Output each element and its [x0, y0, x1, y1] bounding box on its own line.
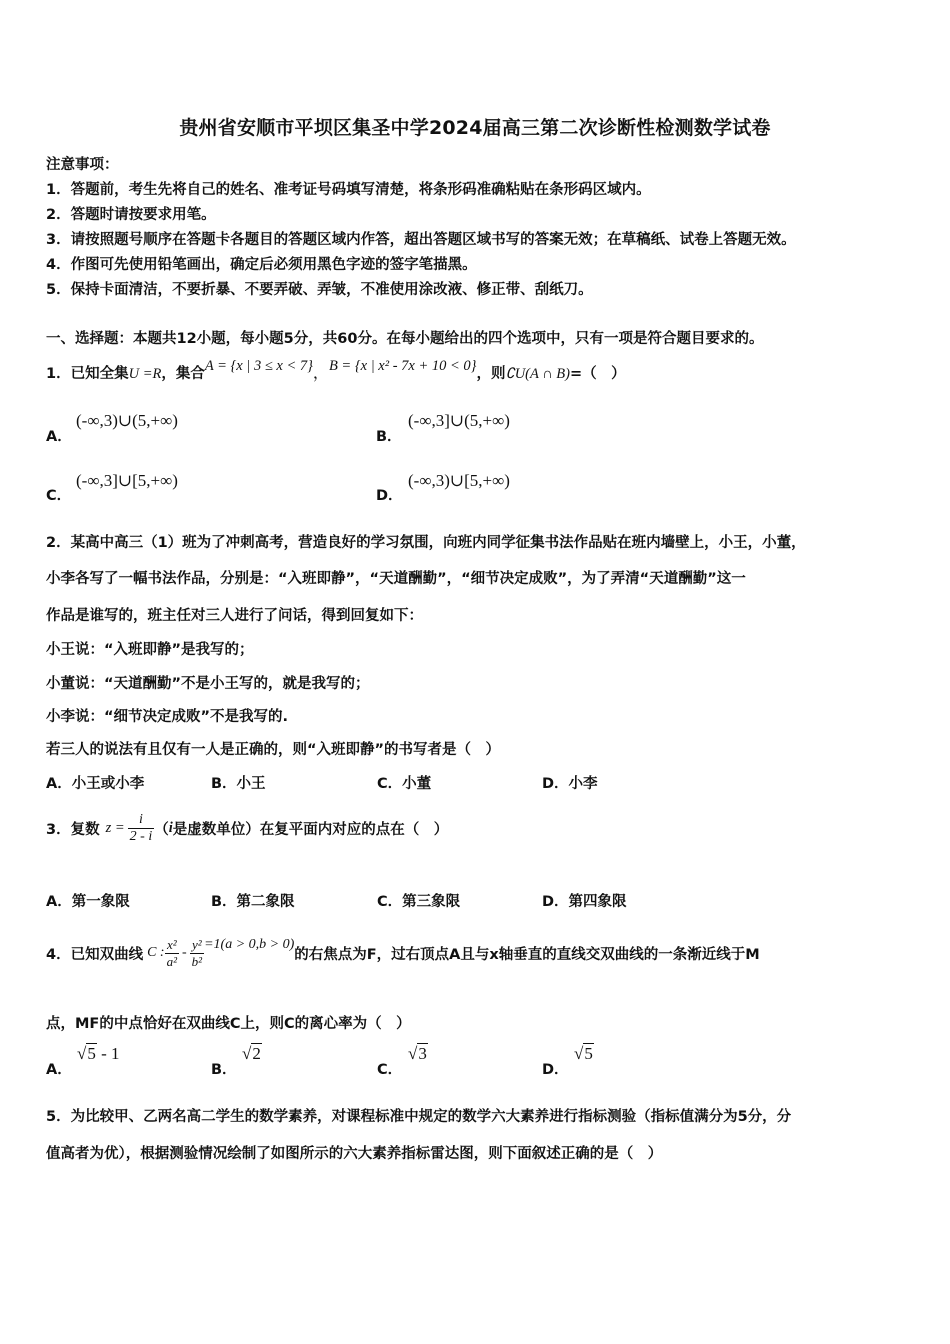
- q3-numerator: i: [138, 811, 143, 827]
- notice-item: 5．保持卡面清洁，不要折暴、不要弄破、弄皱，不准使用涂改液、修正带、刮纸刀。: [46, 282, 593, 298]
- q1-option-a-label: A．: [46, 429, 72, 445]
- q4-option-c: √3: [408, 1044, 427, 1063]
- q2-text: 小王说：“入班即静”是我写的；: [46, 642, 254, 658]
- section-heading: 一、选择题：本题共12小题，每小题5分，共60分。在每小题给出的四个选项中，只有一项是符合题目要求的。: [46, 331, 764, 347]
- notice-heading: 注意事项：: [46, 157, 119, 173]
- q4-option-d-label: D．: [542, 1062, 569, 1078]
- q3-denominator: 2 - i: [129, 828, 153, 844]
- q4-option-d: √5: [574, 1044, 593, 1063]
- q3-option-a: A．第一象限: [46, 894, 130, 910]
- q3-option-c: C．第三象限: [377, 894, 461, 910]
- q3-i: i: [168, 819, 173, 836]
- q2-option-d: D．小李: [542, 776, 598, 792]
- q3-option-d: D．第四象限: [542, 894, 627, 910]
- notice-item: 1．答题前，考生先将自己的姓名、准考证号码填写清楚，将条形码准确粘贴在条形码区域内。: [46, 182, 651, 198]
- q2-text: 若三人的说法有且仅有一人是正确的，则“入班即静”的书写者是（ ）: [46, 742, 501, 758]
- q3-option-b: B．第二象限: [211, 894, 295, 910]
- q1-comma: ，: [312, 365, 329, 382]
- q1-option-a: (-∞,3)∪(5,+∞): [76, 411, 178, 430]
- q4-option-a-label: A．: [46, 1062, 72, 1078]
- q2-option-a: A．小王或小李: [46, 776, 145, 792]
- q3-prefix: 3．复数: [46, 821, 100, 838]
- q1-option-b: (-∞,3]∪(5,+∞): [408, 411, 510, 430]
- q4-rest: 的右焦点为F，过右顶点A且与x轴垂直的直线交双曲线的一条渐近线于M: [294, 946, 760, 963]
- q2-text: 小李各写了一幅书法作品，分别是：“入班即静”，“天道酬勤”，“细节决定成败”，为了弄清“天道酬勤”这一: [46, 571, 746, 587]
- q4-option-c-label: C．: [377, 1062, 403, 1078]
- q2-text: 作品是谁写的，班主任对三人进行了问话，得到回复如下：: [46, 608, 423, 624]
- q1-set-b: B = {x | x² - 7x + 10 < 0}: [328, 358, 477, 374]
- q1-prefix: 1．已知全集: [46, 366, 129, 382]
- q4-text: 点，MF的中点恰好在双曲线C上，则C的离心率为（ ）: [46, 1016, 411, 1032]
- q2-text: 2．某高中高三（1）班为了冲刺高考，营造良好的学习氛围，向班内同学征集书法作品贴在班内墙壁上，小王，小董，: [46, 535, 806, 551]
- q4-b2: b²: [191, 953, 203, 969]
- question-3: [46, 803, 448, 853]
- q4-option-b: √2: [242, 1044, 261, 1063]
- q4-frac-x: [165, 937, 179, 970]
- q3-z: z =: [105, 819, 125, 836]
- q1-set-a: A = {x | 3 ≤ x < 7}: [204, 358, 313, 374]
- q3-tail-b: 是虚数单位）在复平面内对应的点在（ ）: [172, 821, 449, 838]
- q2-text: 小董说：“天道酬勤”不是小王写的，就是我写的；: [46, 676, 370, 692]
- q3-tail-a: （: [154, 821, 169, 838]
- q4-x2: x²: [166, 936, 177, 952]
- q4-option-d-radicand: 5: [584, 1044, 593, 1063]
- question-1: [46, 360, 626, 383]
- q4-minus: -: [182, 945, 187, 960]
- q4-option-a: √5 - 1: [77, 1044, 120, 1063]
- q1-expr: ∁U(A ∩ B): [505, 366, 570, 382]
- question-4: [46, 925, 760, 981]
- q4-a2: a²: [166, 953, 177, 969]
- q1-universe: U =R: [128, 366, 162, 382]
- q4-option-c-radicand: 3: [418, 1044, 427, 1063]
- q1-option-d: (-∞,3)∪[5,+∞): [408, 471, 510, 490]
- q1-then: ，则: [476, 366, 506, 382]
- q4-option-b-label: B．: [211, 1062, 237, 1078]
- q1-option-d-label: D．: [376, 488, 403, 504]
- q4-condition: =1(a > 0,b > 0): [204, 937, 295, 952]
- q1-option-c-label: C．: [46, 488, 72, 504]
- q2-option-c: C．小董: [377, 776, 432, 792]
- q4-option-a-after: - 1: [96, 1044, 120, 1063]
- page-title: 贵州省安顺市平坝区集圣中学2024届高三第二次诊断性检测数学试卷: [179, 117, 771, 139]
- q4-prefix: 4．已知双曲线: [46, 946, 144, 963]
- notice-item: 2．答题时请按要求用笔。: [46, 207, 216, 223]
- notice-item: 4．作图可先使用铅笔画出，确定后必须用黑色字迹的签字笔描黑。: [46, 257, 477, 273]
- q1-option-b-label: B．: [376, 429, 402, 445]
- q1-mid: ，集合: [161, 366, 205, 382]
- q2-text: 小李说：“细节决定成败”不是我写的.: [46, 709, 289, 725]
- q2-option-b: B．小王: [211, 776, 266, 792]
- q4-option-b-radicand: 2: [252, 1044, 261, 1063]
- q4-option-a-radicand: 5: [87, 1044, 96, 1063]
- q4-y2: y²: [192, 936, 202, 952]
- q4-frac-y: [190, 937, 204, 970]
- q1-tail: =（ ）: [570, 366, 626, 382]
- q4-c: C :: [147, 945, 165, 960]
- q1-option-c: (-∞,3]∪[5,+∞): [76, 471, 178, 490]
- q5-text: 5．为比较甲、乙两名高二学生的数学素养，对课程标准中规定的数学六大素养进行指标测验（指标值满分为5分，分: [46, 1109, 792, 1125]
- q3-fraction: [128, 812, 155, 845]
- q5-text: 值高者为优），根据测验情况绘制了如图所示的六大素养指标雷达图，则下面叙述正确的是（ ）: [46, 1146, 663, 1162]
- notice-item: 3．请按照题号顺序在答题卡各题目的答题区域内作答，超出答题区域书写的答案无效；在草稿纸、试卷上答题无效。: [46, 232, 796, 248]
